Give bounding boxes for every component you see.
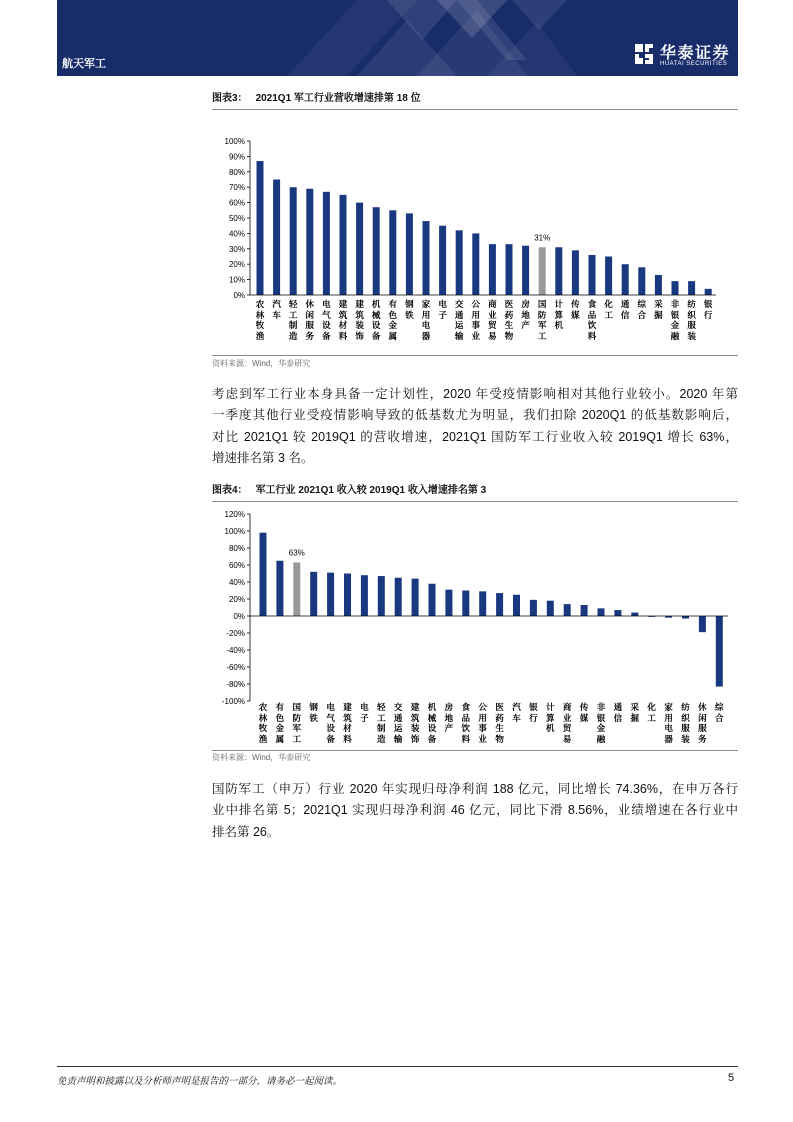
- x-category-label: 化工: [647, 702, 656, 723]
- bar: [655, 275, 662, 295]
- x-category-label: 食品饮料: [587, 299, 597, 341]
- x-category-label: 钢铁: [309, 702, 318, 723]
- y-tick-label: 10%: [228, 275, 245, 285]
- paragraph-2: [212, 779, 738, 843]
- x-category-label: 医药生物: [504, 299, 514, 341]
- x-category-label: 商业贸易: [562, 702, 572, 744]
- bar: [327, 573, 334, 616]
- x-category-label: 休闲服务: [305, 299, 315, 341]
- y-tick-label: 40%: [228, 229, 245, 239]
- x-category-label: 计算机: [554, 299, 564, 330]
- bar: [522, 246, 529, 295]
- x-category-label: 银行: [529, 702, 538, 723]
- bar: [445, 590, 452, 616]
- x-category-label: 食品饮料: [461, 702, 471, 744]
- bar: [699, 616, 706, 632]
- y-tick-label: -60%: [226, 663, 245, 672]
- bar: [260, 533, 267, 616]
- x-category-label: 机械设备: [371, 299, 381, 341]
- y-tick-label: -80%: [226, 680, 245, 689]
- bar: [572, 250, 579, 295]
- bar: [631, 613, 638, 616]
- bar: [273, 180, 280, 296]
- paragraph-line: 一季度其他行业受疫情影响导致的低基数尤为明显，我们扣除 2020Q1 的低基数影响后，: [212, 408, 738, 423]
- paragraph-line: 业中排名第 5；2021Q1 实现归母净利润 46 亿元，同比下滑 8.56%，业绩增速在各行业中: [212, 803, 738, 818]
- y-tick-label: -100%: [221, 697, 245, 706]
- x-category-label: 建筑装饰: [410, 702, 420, 744]
- figure-3-title-rule: [212, 109, 738, 110]
- x-category-label: 传媒: [579, 702, 589, 723]
- logo-english-name: HUATAI SECURITIES: [660, 61, 728, 67]
- x-category-label: 机械设备: [427, 702, 437, 744]
- bar: [456, 230, 463, 295]
- figure-4-source: 资料来源：Wind，华泰研究: [212, 753, 311, 762]
- bar: [290, 187, 297, 295]
- x-category-label: 采掘: [654, 299, 663, 320]
- y-tick-label: 20%: [228, 595, 245, 604]
- bar: [472, 233, 479, 295]
- x-category-label: 农林牧渔: [255, 299, 265, 341]
- figure-3-title: [212, 93, 421, 105]
- bar: [547, 601, 554, 616]
- x-category-label: 医药生物: [495, 702, 504, 744]
- bar: [605, 257, 612, 296]
- x-category-label: 交通运输: [393, 702, 403, 744]
- x-category-label: 家用电器: [664, 702, 673, 744]
- x-category-label: 国防军工: [292, 702, 302, 744]
- bar: [306, 189, 313, 295]
- x-category-label: 电子: [438, 299, 447, 320]
- y-tick-label: 50%: [228, 214, 245, 223]
- x-category-label: 通信: [613, 702, 623, 723]
- x-category-label: 传媒: [571, 299, 580, 320]
- bar: [564, 604, 571, 616]
- x-category-label: 家用电器: [421, 299, 431, 341]
- bar: [361, 575, 368, 616]
- bar-value-annotation: 63%: [288, 548, 305, 558]
- bar: [589, 255, 596, 295]
- x-category-label: 轻工制造: [288, 299, 298, 341]
- bar: [389, 210, 396, 295]
- bar: [406, 213, 413, 295]
- bar: [555, 247, 562, 295]
- bar: [356, 203, 363, 295]
- footer-rule: [57, 1066, 738, 1067]
- bar: [429, 584, 436, 616]
- bar: [614, 610, 621, 616]
- x-category-label: 钢铁: [405, 299, 414, 320]
- footer-disclaimer: 免责声明和披露以及分析师声明是报告的一部分，请务必一起阅读。: [57, 1076, 343, 1087]
- figure-4-label: 图表4：: [212, 485, 248, 496]
- bar: [373, 207, 380, 295]
- bar: [716, 616, 723, 687]
- bar: [688, 281, 695, 295]
- figure-3-label: 图表3：: [212, 93, 248, 104]
- x-category-label: 电气设备: [326, 702, 335, 744]
- bar: [705, 289, 712, 295]
- x-category-label: 纺织服装: [681, 702, 690, 744]
- figure-4-title: [212, 485, 486, 497]
- y-tick-label: 90%: [228, 152, 245, 162]
- paragraph-line: 国防军工（申万）行业 2020 年实现归母净利润 188 亿元，同比增长 74.36%，在申万各行: [212, 782, 738, 796]
- x-category-label: 农林牧渔: [258, 702, 268, 744]
- x-category-label: 轻工制造: [377, 702, 386, 744]
- y-tick-label: 80%: [228, 167, 245, 177]
- bar: [276, 561, 283, 616]
- bar: [496, 593, 503, 616]
- x-category-label: 公用事业: [478, 702, 487, 744]
- x-category-label: 电气设备: [322, 299, 331, 341]
- x-category-label: 建筑材料: [343, 702, 352, 744]
- bar: [598, 608, 605, 616]
- bar: [489, 244, 496, 295]
- y-tick-label: 120%: [224, 510, 245, 519]
- x-category-label: 建筑装饰: [355, 299, 364, 341]
- bar: [323, 192, 330, 295]
- y-tick-label: 60%: [228, 198, 245, 208]
- figure-4-chart: [200, 505, 740, 749]
- x-category-label: 商业贸易: [488, 299, 497, 341]
- x-category-label: 交通运输: [454, 299, 464, 341]
- x-category-label: 纺织服装: [687, 299, 696, 341]
- y-tick-label: 30%: [228, 244, 245, 254]
- y-tick-label: 70%: [228, 183, 245, 193]
- x-category-label: 建筑材料: [338, 299, 348, 341]
- x-category-label: 综合: [637, 299, 647, 320]
- bar: [423, 221, 430, 295]
- paragraph-line: 对比 2021Q1 较 2019Q1 的营收增速，2021Q1 国防军工行业收入较 2019Q1 增长 63%，: [212, 429, 738, 444]
- figure-3-source: 资料来源：Wind，华泰研究: [212, 359, 311, 368]
- bar: [581, 605, 588, 616]
- x-category-label: 国防军工: [537, 299, 547, 341]
- logo-chinese-name: 华泰证券: [660, 45, 731, 62]
- x-category-label: 汽车: [272, 299, 281, 320]
- x-category-label: 电子: [360, 702, 369, 723]
- figure-3-source-rule: [212, 355, 738, 356]
- x-category-label: 公用事业: [471, 299, 481, 341]
- bar: [530, 600, 537, 616]
- x-category-label: 计算机: [546, 702, 555, 733]
- x-category-label: 非银金融: [596, 702, 606, 744]
- x-category-label: 采掘: [630, 702, 640, 723]
- paragraph-1: [212, 384, 738, 469]
- paragraph-line: 考虑到军工行业本身具备一定计划性，2020 年受疫情影响相对其他行业较小。2020 年第: [212, 387, 738, 401]
- y-tick-label: 20%: [228, 260, 245, 270]
- figure-4-source-rule: [212, 750, 738, 751]
- y-tick-label: 0%: [233, 612, 245, 621]
- y-tick-label: 40%: [228, 578, 245, 587]
- y-tick-label: 100%: [224, 137, 245, 146]
- sector-title: 航天军工: [62, 58, 106, 70]
- x-category-label: 非银金融: [670, 299, 680, 341]
- figure-3-chart: [200, 130, 740, 344]
- figure-4-title-rule: [212, 501, 738, 502]
- y-tick-label: 0%: [233, 291, 245, 300]
- figure-3-caption: 2021Q1 军工行业营收增速排第 18 位: [255, 93, 421, 104]
- x-category-label: 通信: [620, 299, 630, 320]
- paragraph-line: 增速排名第 3 名。: [212, 450, 314, 465]
- bar: [257, 161, 264, 295]
- x-category-label: 汽车: [512, 702, 521, 723]
- x-category-label: 休闲服务: [698, 702, 707, 744]
- bar: [439, 226, 446, 295]
- bar: [344, 574, 351, 617]
- x-category-label: 有色金属: [388, 299, 398, 341]
- page-header: [57, 0, 738, 76]
- y-tick-label: -20%: [226, 629, 245, 638]
- bar: [479, 591, 486, 616]
- huatai-logo-icon: [633, 42, 655, 66]
- bar: [672, 281, 679, 295]
- x-category-label: 房地产: [444, 702, 454, 733]
- bar: [622, 264, 629, 295]
- y-tick-label: 60%: [228, 561, 245, 570]
- y-tick-label: 100%: [224, 527, 245, 536]
- figure-4-caption: 军工行业 2021Q1 收入较 2019Q1 收入增速排名第 3: [255, 485, 487, 496]
- bar: [395, 578, 402, 616]
- bar: [462, 591, 469, 617]
- bar-highlighted: [539, 247, 546, 295]
- bar: [340, 195, 347, 295]
- bar: [412, 579, 419, 616]
- bar: [378, 576, 385, 616]
- x-category-label: 房地产: [521, 299, 530, 330]
- bar-highlighted: [293, 562, 300, 616]
- y-tick-label: 80%: [228, 544, 245, 553]
- y-tick-label: -40%: [226, 646, 245, 655]
- page-number: 5: [728, 1072, 735, 1084]
- x-category-label: 综合: [715, 702, 724, 723]
- paragraph-line: 排名第 26。: [212, 824, 280, 839]
- bar: [506, 244, 513, 295]
- bar: [513, 595, 520, 616]
- x-category-label: 化工: [604, 299, 613, 320]
- bar: [638, 267, 645, 295]
- x-category-label: 有色金属: [275, 702, 285, 744]
- x-category-label: 银行: [703, 299, 713, 320]
- bar-value-annotation: 31%: [534, 233, 551, 243]
- bar: [310, 572, 317, 616]
